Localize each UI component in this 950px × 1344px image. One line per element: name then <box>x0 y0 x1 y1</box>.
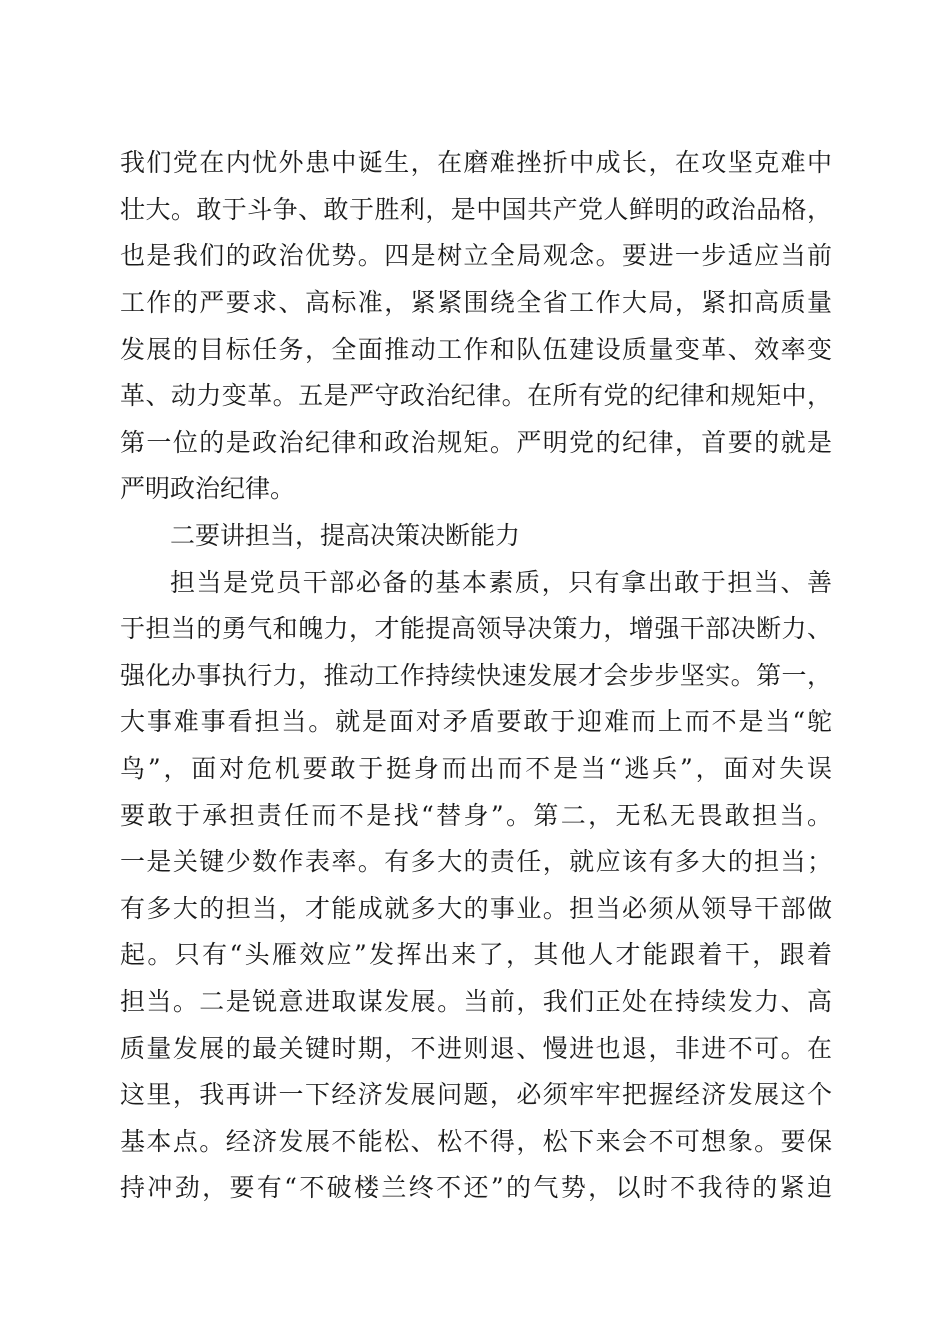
text-line-10: 担当是党员干部必备的基本素质，只有拿出敢于担当、善 <box>170 568 832 597</box>
text-line-4: 工作的严要求、高标准，紧紧围绕全省工作大局，紧扣高质量 <box>120 288 832 317</box>
text-line-17: 有多大的担当，才能成就多大的事业。担当必须从领导干部做 <box>120 894 832 923</box>
text-line-20: 质量发展的最关键时期，不进则退、慢进也退，非进不可。在 <box>120 1034 832 1063</box>
text-line-18: 起。只有“头雁效应”发挥出来了，其他人才能跟着干，跟着 <box>120 940 832 969</box>
text-line-21: 这里，我再讲一下经济发展问题，必须牢牢把握经济发展这个 <box>120 1080 832 1109</box>
text-line-14: 鸟”，面对危机要敢于挺身而出而不是当“逃兵”，面对失误 <box>120 754 832 783</box>
text-line-7: 第一位的是政治纪律和政治规矩。严明党的纪律，首要的就是 <box>120 428 832 457</box>
text-line-23: 持冲劲，要有“不破楼兰终不还”的气势，以时不我待的紧迫 <box>120 1173 832 1202</box>
text-line-15: 要敢于承担责任而不是找“替身”。第二，无私无畏敢担当。 <box>120 801 832 830</box>
text-line-2: 壮大。敢于斗争、敢于胜利，是中国共产党人鲜明的政治品格， <box>120 195 832 224</box>
text-line-8: 严明政治纪律。 <box>120 474 296 503</box>
text-line-13: 大事难事看担当。就是面对矛盾要敢于迎难而上而不是当“鸵 <box>120 707 832 736</box>
text-line-3: 也是我们的政治优势。四是树立全局观念。要进一步适应当前 <box>120 241 832 270</box>
text-line-11: 于担当的勇气和魄力，才能提高领导决策力，增强干部决断力、 <box>120 614 832 643</box>
text-line-6: 革、动力变革。五是严守政治纪律。在所有党的纪律和规矩中， <box>120 381 832 410</box>
text-line-22: 基本点。经济发展不能松、松不得，松下来会不可想象。要保 <box>120 1127 832 1156</box>
text-line-19: 担当。二是锐意进取谋发展。当前，我们正处在持续发力、高 <box>120 987 832 1016</box>
section-heading: 二要讲担当，提高决策决断能力 <box>170 521 521 550</box>
text-line-16: 一是关键少数作表率。有多大的责任，就应该有多大的担当； <box>120 847 832 876</box>
text-line-5: 发展的目标任务，全面推动工作和队伍建设质量变革、效率变 <box>120 335 832 364</box>
text-line-1: 我们党在内忧外患中诞生，在磨难挫折中成长，在攻坚克难中 <box>120 148 832 177</box>
text-line-12: 强化办事执行力，推动工作持续快速发展才会步步坚实。第一， <box>120 661 832 690</box>
